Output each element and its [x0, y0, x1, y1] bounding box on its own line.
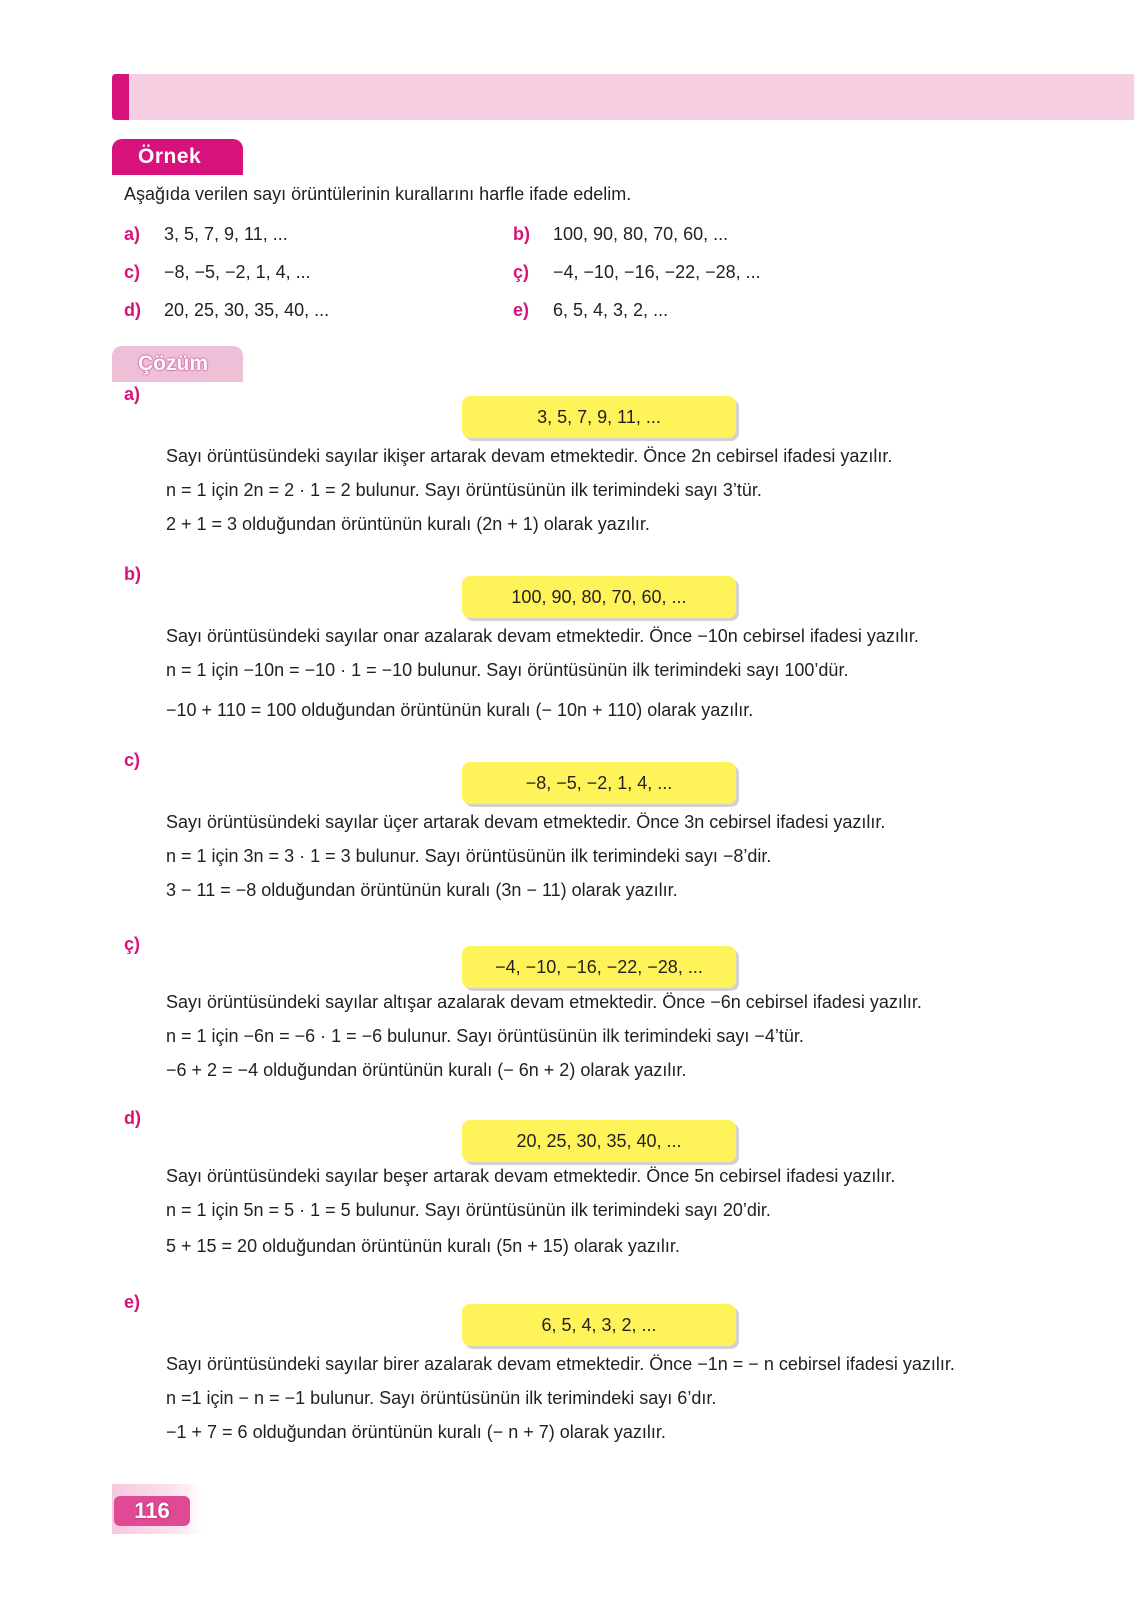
solution-text-line: n =1 için − n = −1 bulunur. Sayı örüntüsünün ilk terimindeki sayı 6’dır.	[166, 1388, 717, 1408]
example-sequence: 100, 90, 80, 70, 60, ...	[553, 224, 729, 244]
example-item-d	[124, 300, 329, 321]
solution-text-line: Sayı örüntüsündeki sayılar ikişer artarak devam etmektedir. Önce 2n cebirsel ifadesi yazılır.	[166, 446, 893, 466]
solution-text-line: −6 + 2 = −4 olduğundan örüntünün kuralı (− 6n + 2) olarak yazılır.	[166, 1060, 687, 1080]
example-intro: Aşağıda verilen sayı örüntülerinin kurallarını harfle ifade edelim.	[124, 184, 632, 204]
sequence-highlight-box: 100, 90, 80, 70, 60, ...	[462, 576, 736, 618]
example-label: b)	[513, 224, 530, 244]
solution-text-line: n = 1 için 2n = 2 · 1 = 2 bulunur. Sayı örüntüsünün ilk terimindeki sayı 3’tür.	[166, 480, 762, 500]
solution-text-line: Sayı örüntüsündeki sayılar onar azalarak devam etmektedir. Önce −10n cebirsel ifadesi yazılır.	[166, 626, 919, 646]
example-sequence: 3, 5, 7, 9, 11, ...	[164, 224, 288, 244]
page-number: 116	[114, 1496, 190, 1526]
solution-text-line: n = 1 için 3n = 3 · 1 = 3 bulunur. Sayı örüntüsünün ilk terimindeki sayı −8’dir.	[166, 846, 772, 866]
example-sequence: 20, 25, 30, 35, 40, ...	[164, 300, 330, 320]
solution-text-line: 2 + 1 = 3 olduğundan örüntünün kuralı (2n + 1) olarak yazılır.	[166, 514, 650, 534]
solution-text-line: n = 1 için −10n = −10 · 1 = −10 bulunur. Sayı örüntüsünün ilk terimindeki sayı 100’dür.	[166, 660, 849, 680]
solution-label-e: e)	[124, 1292, 141, 1312]
example-label: e)	[513, 300, 530, 320]
example-item-b	[513, 224, 728, 245]
example-tag: Örnek	[112, 139, 243, 175]
solution-label-cc: ç)	[124, 934, 141, 954]
example-label: a)	[124, 224, 141, 244]
top-banner	[112, 74, 1134, 120]
example-sequence: −4, −10, −16, −22, −28, ...	[553, 262, 761, 282]
top-banner-accent	[112, 74, 129, 120]
solution-text-line: Sayı örüntüsündeki sayılar altışar azalarak devam etmektedir. Önce −6n cebirsel ifadesi yazılır.	[166, 992, 922, 1012]
solution-label-d: d)	[124, 1108, 141, 1128]
solution-text-line: −10 + 110 = 100 olduğundan örüntünün kuralı (− 10n + 110) olarak yazılır.	[166, 700, 754, 720]
solution-text-line: n = 1 için −6n = −6 · 1 = −6 bulunur. Sayı örüntüsünün ilk terimindeki sayı −4’tür.	[166, 1026, 804, 1046]
solution-text-line: Sayı örüntüsündeki sayılar üçer artarak devam etmektedir. Önce 3n cebirsel ifadesi yazılır.	[166, 812, 886, 832]
example-sequence: 6, 5, 4, 3, 2, ...	[553, 300, 669, 320]
example-item-cc	[513, 262, 761, 283]
sequence-highlight-box: 20, 25, 30, 35, 40, ...	[462, 1120, 736, 1162]
solution-text-line: n = 1 için 5n = 5 · 1 = 5 bulunur. Sayı örüntüsünün ilk terimindeki sayı 20’dir.	[166, 1200, 771, 1220]
example-item-e	[513, 300, 668, 321]
sequence-highlight-box: 3, 5, 7, 9, 11, ...	[462, 396, 736, 438]
solution-text-line: Sayı örüntüsündeki sayılar beşer artarak devam etmektedir. Önce 5n cebirsel ifadesi yazılır.	[166, 1166, 896, 1186]
solution-text-line: Sayı örüntüsündeki sayılar birer azalarak devam etmektedir. Önce −1n = − n cebirsel ifadesi yazılır.	[166, 1354, 955, 1374]
solution-label-b: b)	[124, 564, 141, 584]
example-label: d)	[124, 300, 141, 320]
solution-tag: Çözüm	[112, 346, 243, 382]
solution-text-line: 5 + 15 = 20 olduğundan örüntünün kuralı (5n + 15) olarak yazılır.	[166, 1236, 680, 1256]
example-sequence: −8, −5, −2, 1, 4, ...	[164, 262, 311, 282]
example-item-a	[124, 224, 288, 245]
sequence-highlight-box: −8, −5, −2, 1, 4, ...	[462, 762, 736, 804]
example-label: c)	[124, 262, 141, 282]
solution-text-line: −1 + 7 = 6 olduğundan örüntünün kuralı (− n + 7) olarak yazılır.	[166, 1422, 666, 1442]
example-label: ç)	[513, 262, 530, 282]
solution-text-line: 3 − 11 = −8 olduğundan örüntünün kuralı (3n − 11) olarak yazılır.	[166, 880, 678, 900]
sequence-highlight-box: −4, −10, −16, −22, −28, ...	[462, 946, 736, 988]
sequence-highlight-box: 6, 5, 4, 3, 2, ...	[462, 1304, 736, 1346]
solution-label-c: c)	[124, 750, 141, 770]
example-item-c	[124, 262, 311, 283]
solution-label-a: a)	[124, 384, 141, 404]
